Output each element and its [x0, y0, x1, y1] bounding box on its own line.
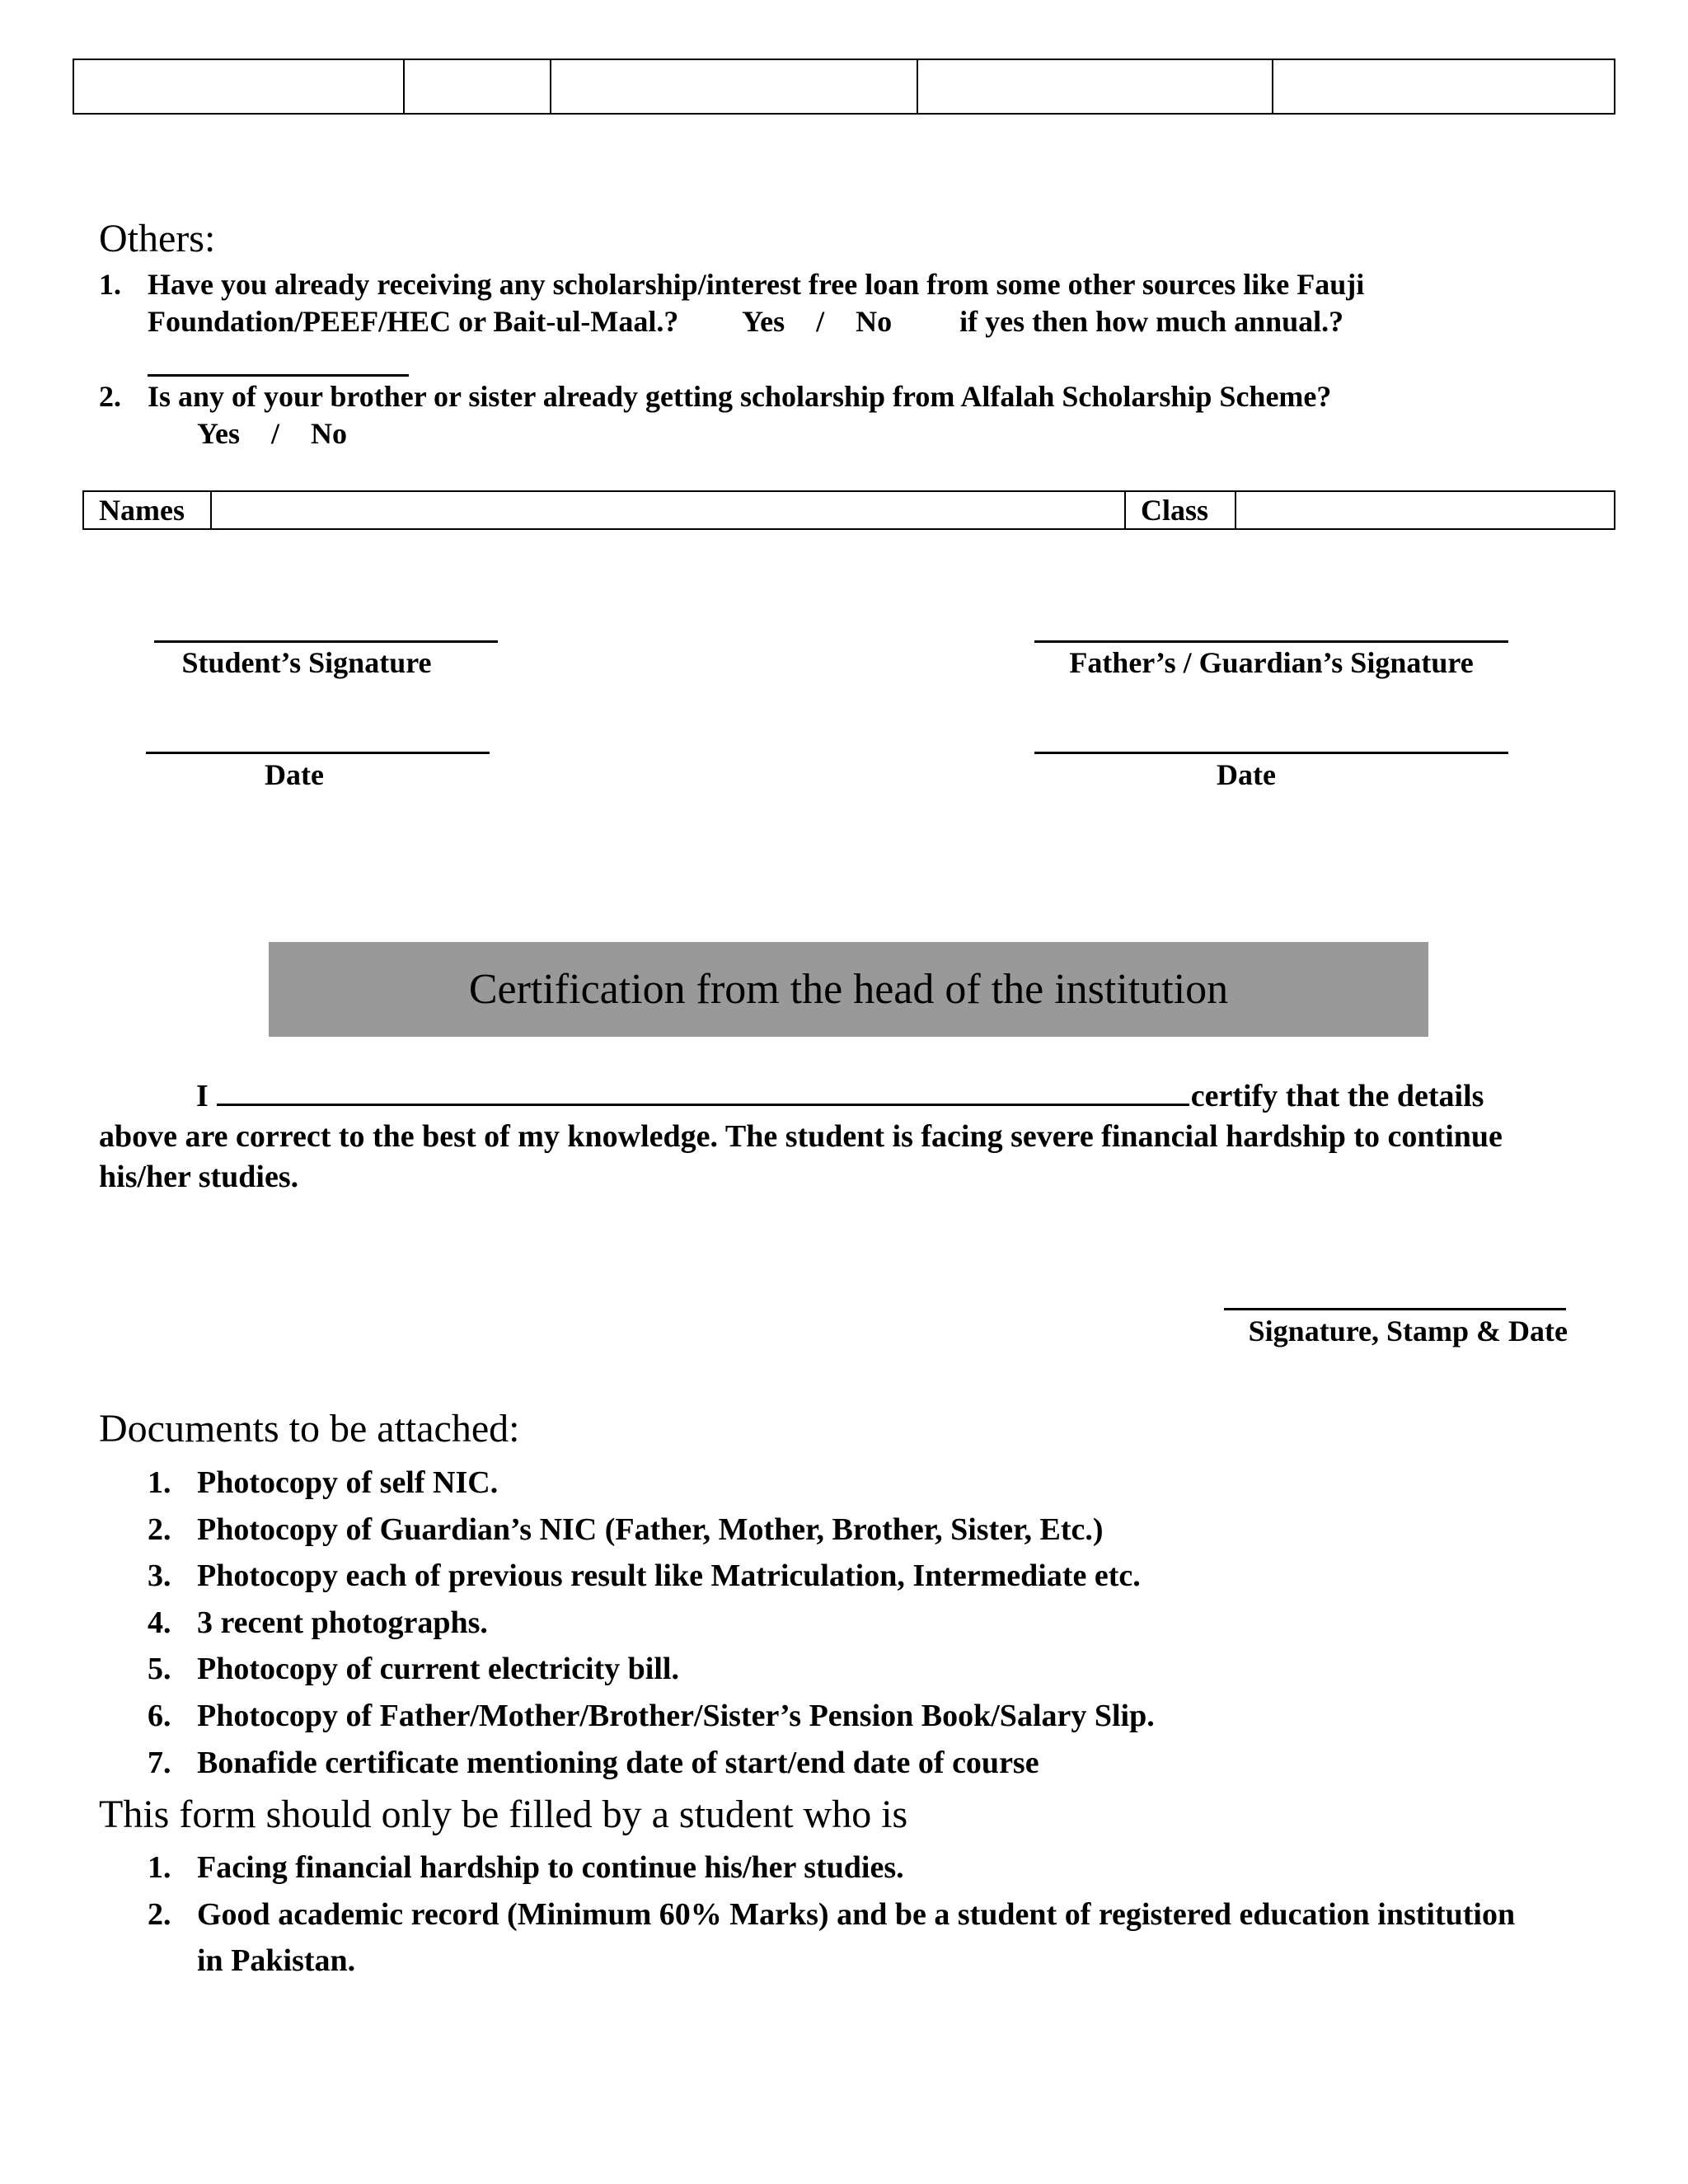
- list-item: [148, 1844, 1549, 1891]
- list-item-number: 6.: [148, 1698, 171, 1733]
- certification-paragraph: [99, 1076, 1550, 1197]
- student-signature-line[interactable]: [154, 640, 498, 643]
- question-2-options: [197, 415, 347, 452]
- list-item-text: Photocopy of current electricity bill.: [197, 1652, 679, 1687]
- question-1-no-option[interactable]: No: [856, 305, 893, 338]
- question-1-line1: Have you already receiving any scholarship/interest free loan from some other sources like Fauji: [148, 268, 1365, 301]
- guardian-signature-line[interactable]: [1034, 640, 1508, 643]
- certification-text-start: certify that the details: [1190, 1079, 1484, 1113]
- certification-pronoun: I: [196, 1079, 209, 1113]
- others-heading: Others:: [99, 217, 216, 260]
- table-column-divider: [403, 60, 405, 113]
- stamp-signature-line[interactable]: [1224, 1308, 1566, 1310]
- list-item-text: Photocopy each of previous result like Matriculation, Intermediate etc.: [197, 1558, 1141, 1594]
- guardian-date-label: Date: [1217, 758, 1276, 791]
- list-item-number: 5.: [148, 1652, 171, 1687]
- class-field[interactable]: [1236, 492, 1614, 528]
- list-item-text: Photocopy of self NIC.: [197, 1465, 499, 1500]
- list-item-number: 2.: [148, 1896, 171, 1932]
- siblings-table: [82, 490, 1615, 530]
- list-item: [148, 1693, 1615, 1740]
- documents-heading: Documents to be attached:: [99, 1407, 520, 1451]
- stamp-label: Signature, Stamp & Date: [1248, 1315, 1568, 1347]
- list-item: [148, 1553, 1615, 1600]
- question-1-slash: /: [816, 305, 825, 338]
- guardian-date-line[interactable]: [1034, 752, 1508, 754]
- question-2-yes-option[interactable]: Yes: [197, 417, 240, 450]
- student-date-line[interactable]: [146, 752, 490, 754]
- list-item-number: 4.: [148, 1605, 171, 1640]
- top-empty-table: [73, 59, 1615, 115]
- guardian-signature-label: Father’s / Guardian’s Signature: [1069, 646, 1474, 679]
- table-column-divider: [917, 60, 918, 113]
- list-item: [148, 1646, 1615, 1693]
- list-item-text: 3 recent photographs.: [197, 1605, 488, 1640]
- annual-amount-blank[interactable]: [148, 374, 409, 377]
- question-1-number: 1.: [99, 268, 121, 301]
- student-signature-label: Student’s Signature: [181, 646, 432, 679]
- head-name-blank[interactable]: [217, 1076, 1189, 1106]
- certification-text-rest: above are correct to the best of my knowledge. The student is facing severe financial hardship to continue his/her studies.: [99, 1119, 1503, 1194]
- eligibility-heading: This form should only be filled by a student who is: [99, 1793, 908, 1836]
- list-item-text: Photocopy of Guardian’s NIC (Father, Mother, Brother, Sister, Etc.): [197, 1511, 1104, 1547]
- certification-banner-title: Certification from the head of the institution: [468, 966, 1229, 1013]
- names-label: Names: [99, 494, 185, 527]
- list-item: [148, 1891, 1549, 1985]
- eligibility-list: [148, 1844, 1549, 1985]
- question-2-text: Is any of your brother or sister already getting scholarship from Alfalah Scholarship Scheme?: [148, 380, 1332, 413]
- table-column-divider: [1124, 492, 1126, 528]
- list-item: [148, 1460, 1615, 1507]
- question-1-text: Foundation/PEEF/HEC or Bait-ul-Maal.?: [148, 305, 679, 338]
- list-item-text: Good academic record (Minimum 60% Marks) and be a student of registered education institution in Pakistan.: [197, 1896, 1516, 1979]
- question-1-line2: [148, 303, 1343, 340]
- list-item-number: 1.: [148, 1850, 171, 1885]
- question-2-slash: /: [271, 417, 280, 450]
- list-item-number: 1.: [148, 1465, 171, 1500]
- list-item-number: 7.: [148, 1745, 171, 1780]
- table-column-divider: [550, 60, 551, 113]
- list-item: [148, 1600, 1615, 1647]
- list-item-text: Bonafide certificate mentioning date of start/end date of course: [197, 1745, 1039, 1780]
- list-item-number: 2.: [148, 1511, 171, 1547]
- certification-banner: [269, 942, 1428, 1037]
- list-item: [148, 1740, 1615, 1787]
- list-item: [148, 1507, 1615, 1554]
- question-1-followup: if yes then how much annual.?: [959, 305, 1344, 338]
- question-2-number: 2.: [99, 380, 121, 413]
- table-column-divider: [1272, 60, 1273, 113]
- question-2-no-option[interactable]: No: [311, 417, 348, 450]
- question-1-yes-option[interactable]: Yes: [742, 305, 785, 338]
- student-date-label: Date: [265, 758, 324, 791]
- list-item-text: Photocopy of Father/Mother/Brother/Sister’s Pension Book/Salary Slip.: [197, 1698, 1155, 1733]
- list-item-text: Facing financial hardship to continue his/her studies.: [197, 1850, 904, 1885]
- names-field[interactable]: [212, 492, 1207, 528]
- list-item-number: 3.: [148, 1558, 171, 1594]
- documents-list: [148, 1460, 1615, 1786]
- class-label: Class: [1141, 494, 1209, 527]
